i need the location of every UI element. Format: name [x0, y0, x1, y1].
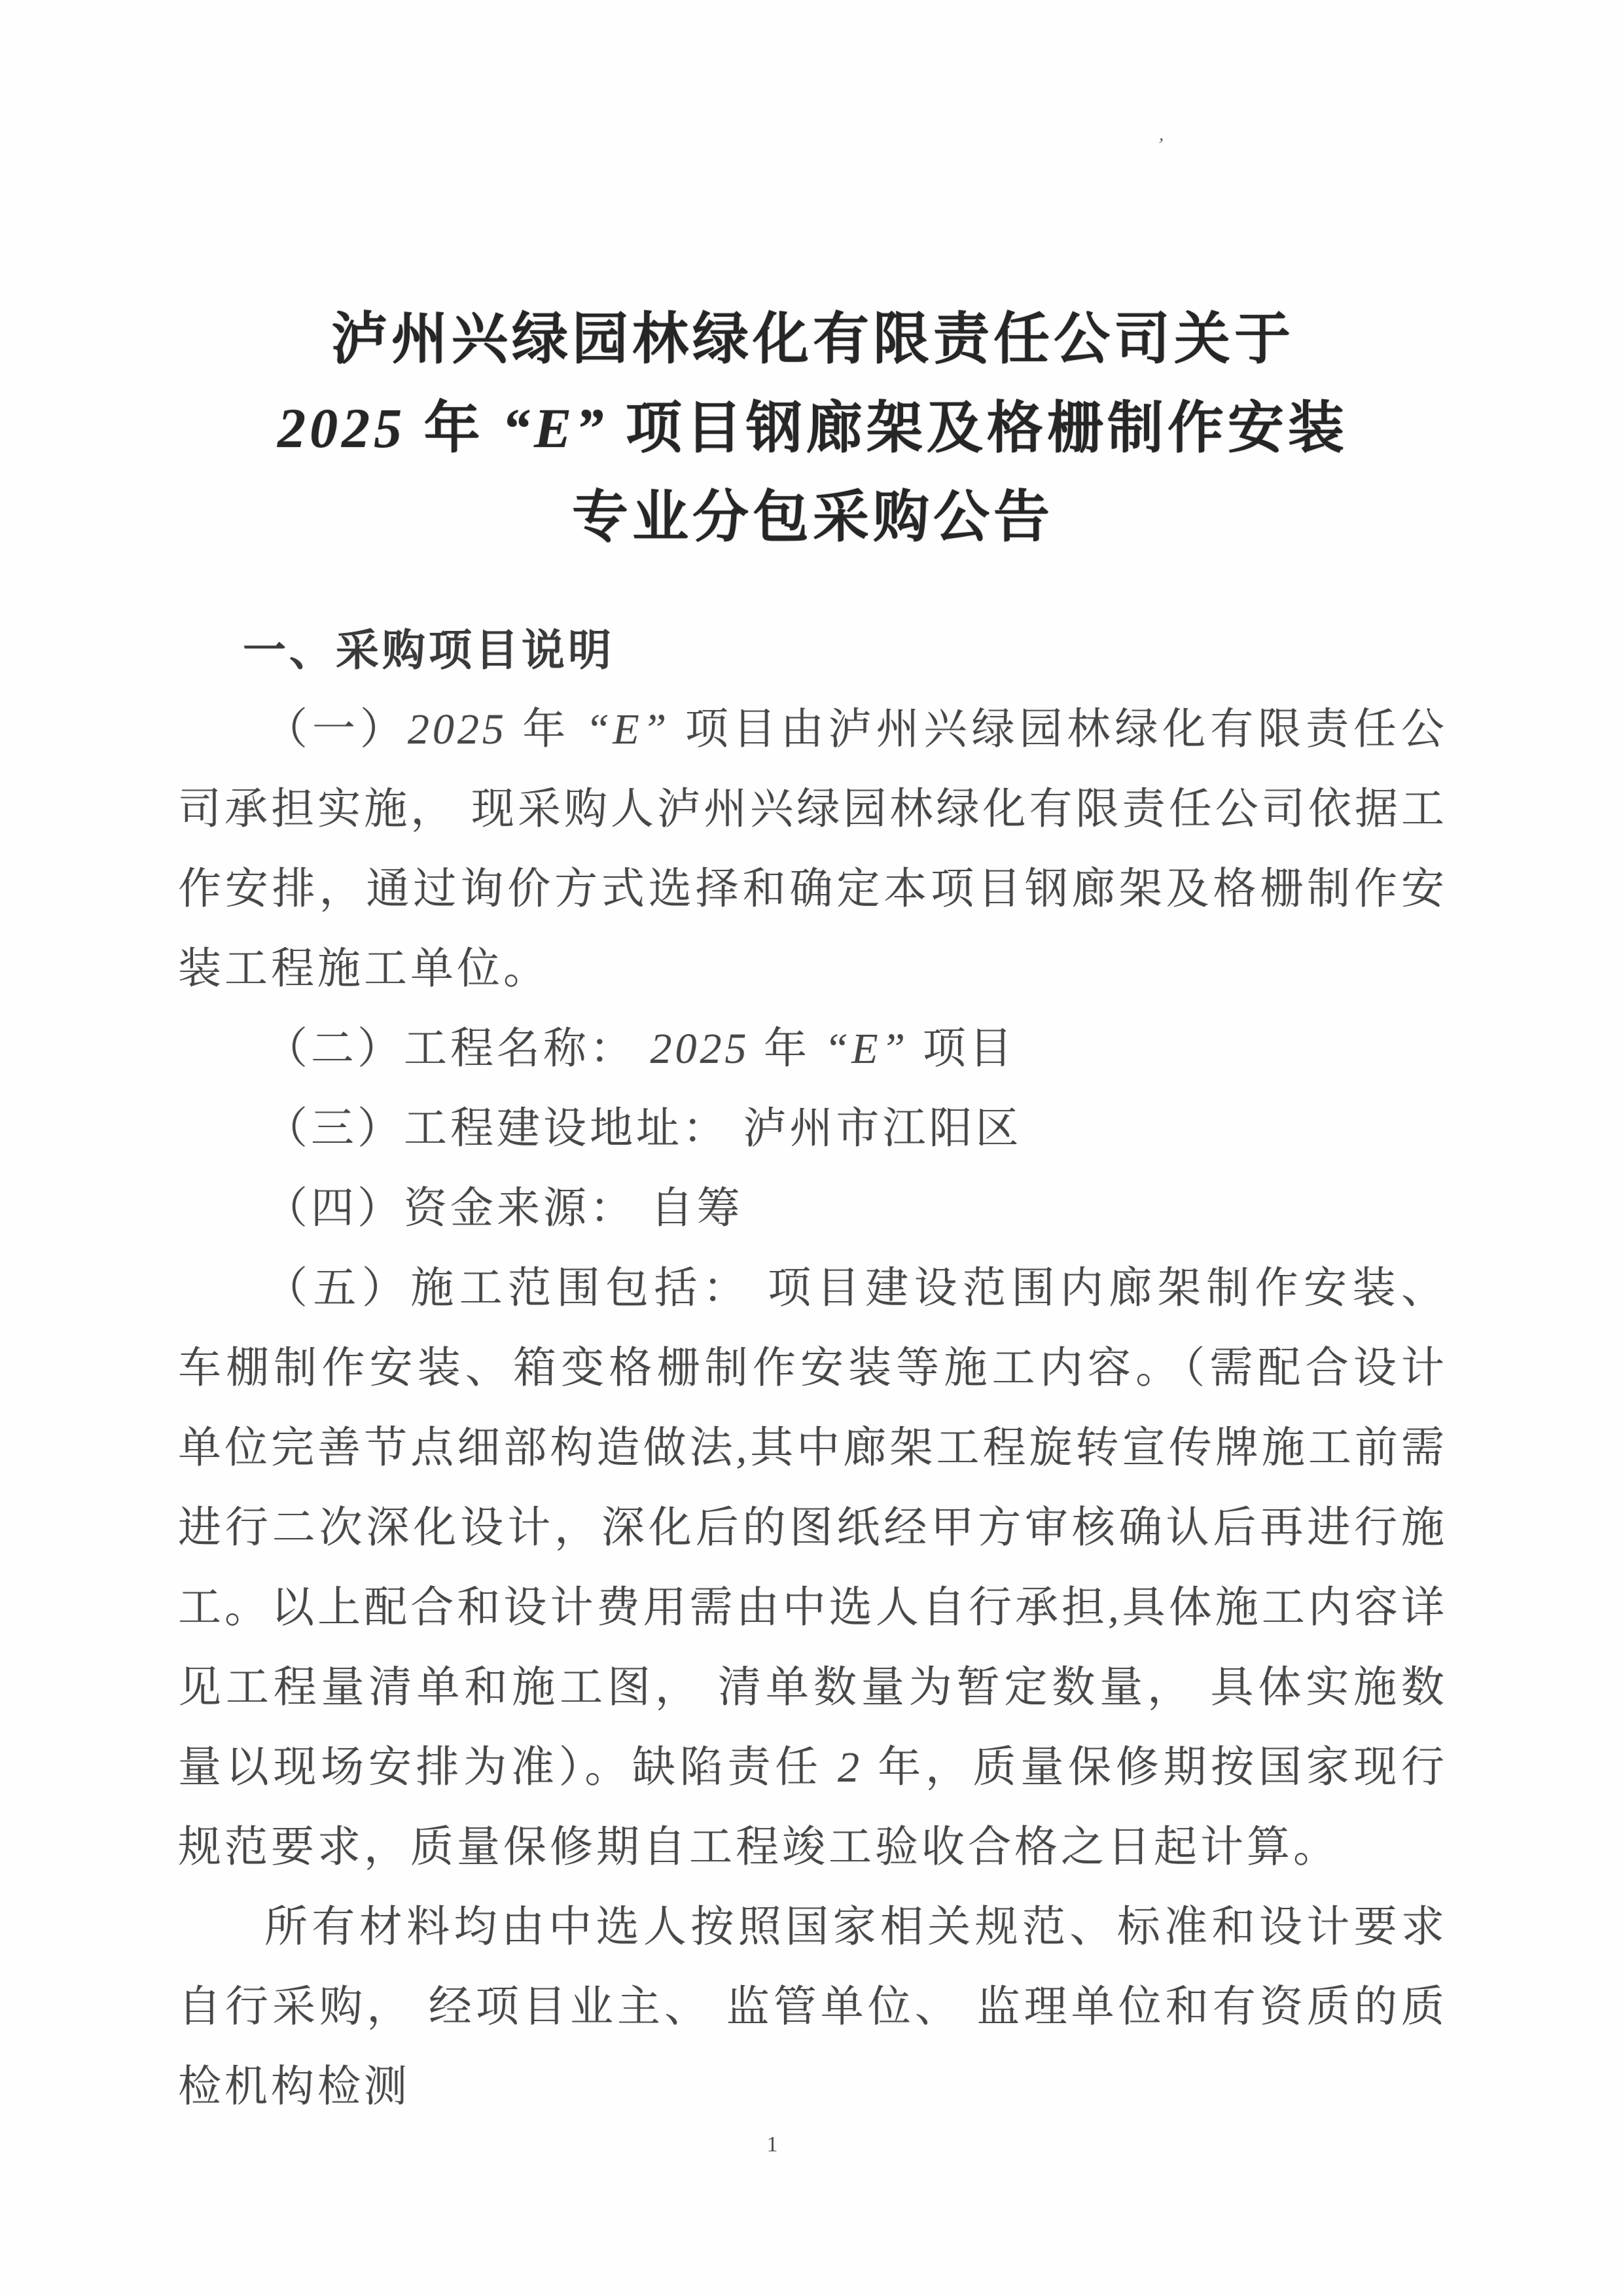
paragraph-item-1-project-undertaker: （一）2025 年 “E” 项目由泸州兴绿园林绿化有限责任公司承担实施， 现采购人泸州兴绿园林绿化有限责任公司依据工作安排，通过询价方式选择和确定本项目钢廊架及格栅制作安装工程施工单位。	[178, 706, 1448, 993]
document-title	[178, 295, 1448, 562]
title-line-1: 泸州兴绿园林绿化有限责任公司关于	[331, 308, 1294, 370]
scan-artifact-mark: ’	[1155, 134, 1166, 156]
paragraph-item-4-funding-source: （四）资金来源： 自筹	[264, 1185, 743, 1232]
page-number: 1	[766, 2132, 778, 2157]
paragraph-item-2-project-name: （二）工程名称： 2025 年 “E” 项目	[264, 1025, 1016, 1073]
paragraph-materials-requirement: 所有材料均由中选人按照国家相关规范、标准和设计要求自行采购， 经项目业主、 监管单位、 监理单位和有资质的质检机构检测	[178, 1903, 1448, 2111]
section-heading-procurement-description: 一、采购项目说明	[243, 626, 615, 674]
paragraph-item-5-construction-scope: （五）施工范围包括： 项目建设范围内廊架制作安装、 车棚制作安装、箱变格栅制作安装等施工内容。（需配合设计单位完善节点细部构造做法,其中廊架工程旋转宣传牌施工前需进行二次深化设计，深化后的图纸经甲方审核确认后再进行施工。以上配合和设计费用需由中选人自行承担,具体施工内容详见工程量清单和施工图， 清单数量为暂定数量， 具体实施数量以现场安排为准）。缺陷责任 2 年，质量保修期按国家现行规范要求，质量保修期自工程竣工验收合格之日起计算。	[178, 1265, 1448, 1871]
title-line-3: 专业分包采购公告	[572, 486, 1054, 548]
document-content	[178, 295, 1448, 2127]
title-line-2: 2025 年 “E” 项目钢廊架及格栅制作安装	[277, 397, 1348, 459]
paragraph-item-3-project-address: （三）工程建设地址： 泸州市江阳区	[264, 1105, 1022, 1153]
